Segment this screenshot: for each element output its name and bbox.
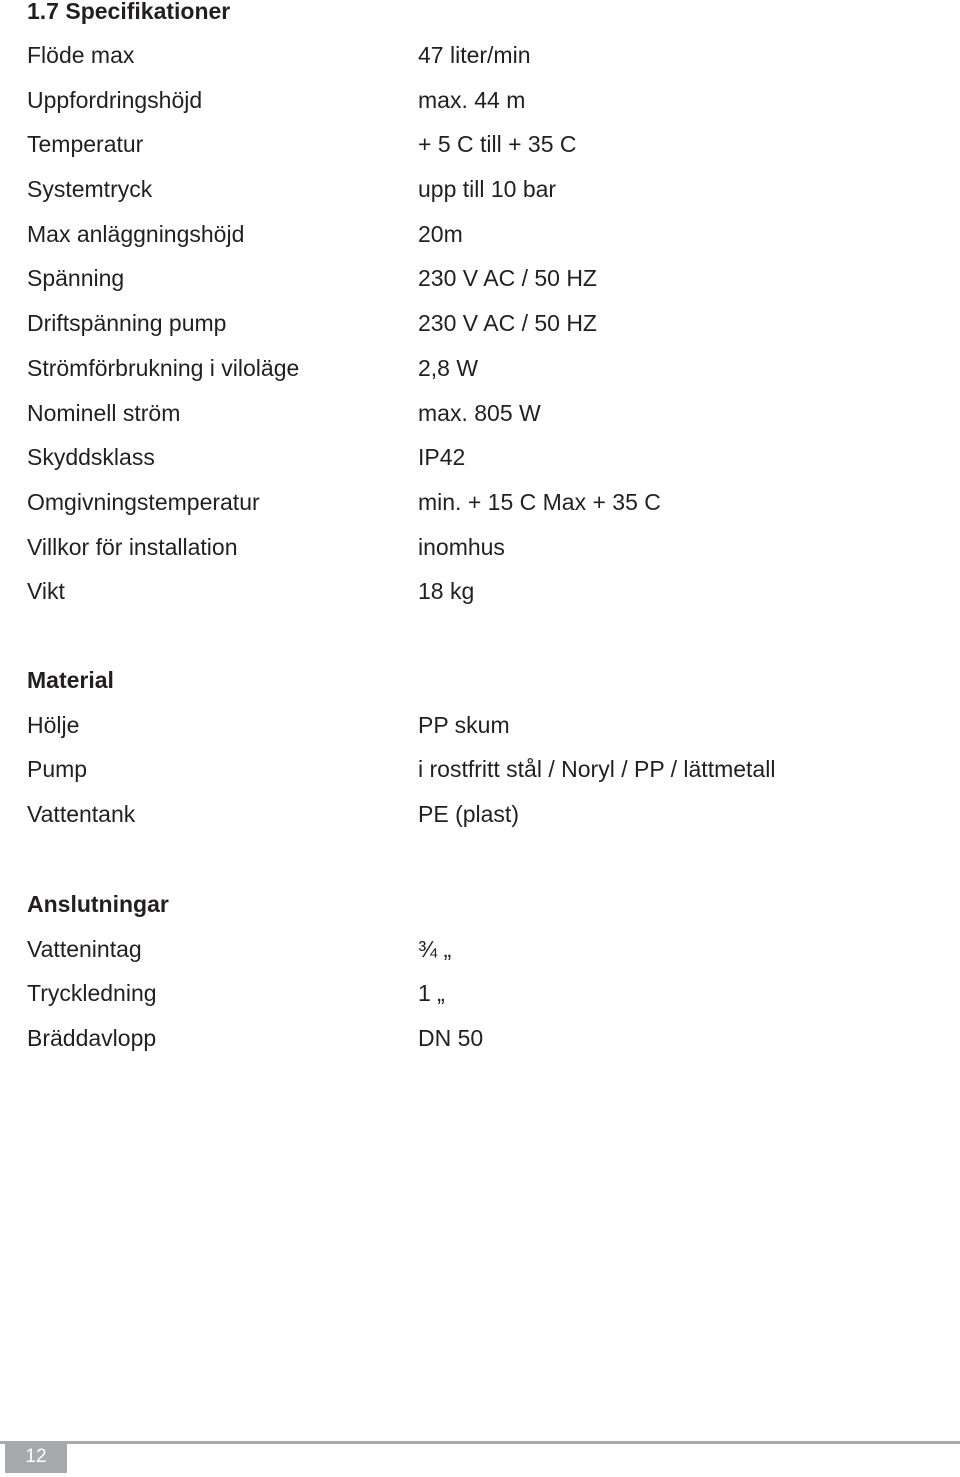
connection-value: 1 „ (418, 980, 445, 1007)
connection-value: DN 50 (418, 1025, 484, 1052)
page-title: 1.7 Specifikationer (27, 0, 231, 24)
spec-label: Omgivningstemperatur (27, 488, 260, 515)
spec-row-nominal-power (27, 391, 927, 436)
spec-label: Max anläggningshöjd (27, 220, 245, 247)
spec-row-system-pressure (27, 167, 927, 212)
spec-value: 230 V AC / 50 HZ (418, 265, 597, 292)
spec-label: Temperatur (27, 131, 144, 158)
spec-label: Skyddsklass (27, 444, 155, 471)
connections-table (27, 882, 927, 1061)
material-label: Pump (27, 756, 88, 783)
spec-value: 20m (418, 220, 463, 247)
spec-row-temperature (27, 122, 927, 167)
spec-label: Spänning (27, 265, 125, 292)
spec-label: Nominell ström (27, 399, 181, 426)
spec-row-install-conditions (27, 525, 927, 570)
spec-value: min. + 15 C Max + 35 C (418, 488, 661, 515)
spec-row-protection-class (27, 435, 927, 480)
spec-value: max. 805 W (418, 399, 541, 426)
spec-row-pump-voltage (27, 301, 927, 346)
material-value: i rostfritt stål / Noryl / PP / lättmetall (418, 756, 776, 783)
material-label: Vattentank (27, 801, 136, 828)
connection-row-pressure-line (27, 971, 927, 1016)
spec-label: Vikt (27, 578, 65, 605)
connection-value: ¾ „ (418, 935, 452, 962)
spec-row-flow (27, 33, 927, 78)
material-label: Hölje (27, 711, 80, 738)
spec-value: + 5 C till + 35 C (418, 131, 577, 158)
spec-row-head (27, 78, 927, 123)
spec-value: upp till 10 bar (418, 176, 557, 203)
spec-value: inomhus (418, 533, 505, 560)
spec-value: 47 liter/min (418, 42, 531, 68)
spec-value: 2,8 W (418, 354, 479, 381)
footer-rule (0, 1441, 960, 1444)
specifications-table (27, 33, 927, 614)
connection-label: Vattenintag (27, 935, 142, 962)
spec-label: Villkor för installation (27, 533, 238, 560)
material-row-pump (27, 747, 927, 792)
connection-label: Bräddavlopp (27, 1025, 157, 1052)
material-row-housing (27, 703, 927, 748)
material-row-water-tank (27, 792, 927, 837)
connections-heading: Anslutningar (27, 891, 169, 917)
spec-value: 230 V AC / 50 HZ (418, 310, 597, 337)
spec-row-voltage (27, 256, 927, 301)
connection-row-water-inlet (27, 927, 927, 972)
material-heading: Material (27, 667, 114, 693)
page-number: 12 (5, 1441, 67, 1473)
material-table (27, 658, 927, 837)
material-value: PP skum (418, 711, 510, 738)
spec-row-weight (27, 569, 927, 614)
spec-label: Systemtryck (27, 176, 153, 203)
spec-row-max-install-height (27, 212, 927, 257)
spec-row-ambient-temperature (27, 480, 927, 525)
spec-label: Driftspänning pump (27, 310, 227, 337)
spec-value: 18 kg (418, 578, 475, 605)
connection-row-overflow (27, 1016, 927, 1061)
spec-value: max. 44 m (418, 86, 526, 113)
spec-row-standby-power (27, 346, 927, 391)
material-value: PE (plast) (418, 801, 519, 828)
spec-value: IP42 (418, 444, 466, 471)
spec-label: Uppfordringshöjd (27, 86, 203, 113)
connection-label: Tryckledning (27, 980, 157, 1007)
spec-label: Flöde max (27, 42, 135, 68)
spec-label: Strömförbrukning i viloläge (27, 354, 300, 381)
